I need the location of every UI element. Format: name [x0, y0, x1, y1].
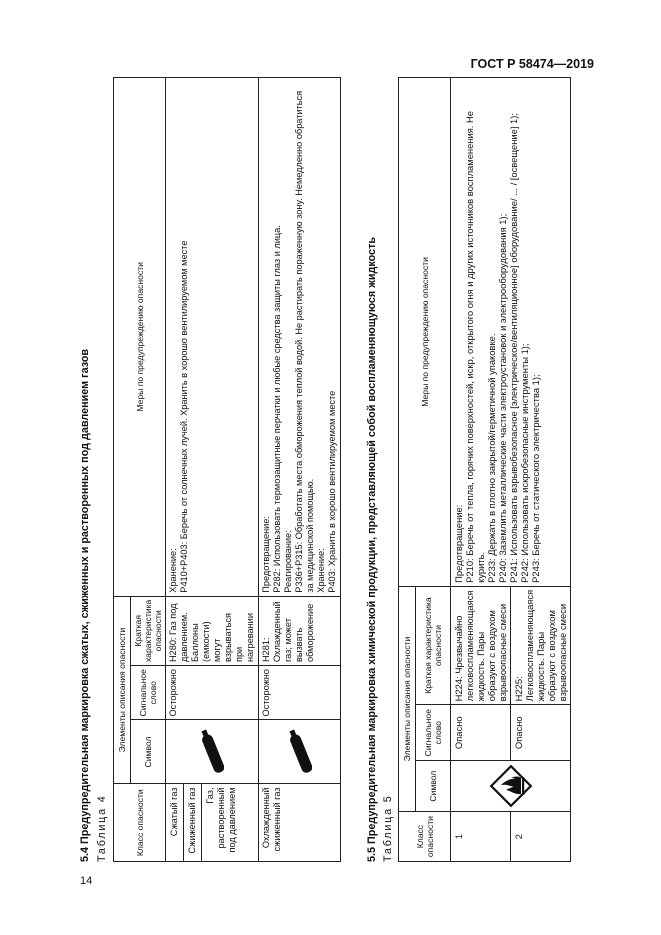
section-5-4-heading: 5.4 Предупредительная маркировка сжатых, сжиженных и растворенных под давлением газов	[79, 348, 91, 862]
table-5	[398, 77, 571, 862]
t5-class-1: 1	[451, 812, 511, 862]
t4-class-dissolved: Газ, растворенный под давлением	[205, 787, 237, 853]
t4-measure-2-4: Хранение:	[316, 548, 326, 593]
t5-measure-5: Р242: Использовать искробезопасные инструменты 1);	[519, 343, 530, 583]
t4-measure-1-0: Хранение:	[168, 548, 178, 593]
t4-measure-2-2: Реагирование:	[283, 530, 293, 593]
t4-measure-1-1: Р410+Р403: Беречь от солнечных лучей. Хранить в хорошо вентилируемом месте	[179, 240, 189, 593]
t4-class-refrigerated: Охлажденный сжиженный газ	[259, 784, 341, 862]
t5-measure-3: Р240: Заземлить металлические части электроустановок и электрооборудования 1);	[497, 213, 508, 583]
t4-measure-2-1: Р282: Использовать термозащитные перчатки и любые средства защиты глаз и лица.	[272, 225, 282, 593]
t5-signal-1: Опасно	[451, 705, 511, 761]
standard-header: ГОСТ Р 58474—2019	[470, 57, 594, 71]
table-row	[451, 78, 511, 862]
t4-signal-2: Осторожно	[259, 666, 341, 720]
t4-measure-2-5: Р403: Хранить в хорошо вентилируемом месте	[327, 390, 337, 593]
t5-header-symbol: Символ	[416, 761, 451, 812]
table-4	[113, 77, 341, 862]
t4-brief-2: H281: Охлажденный газ; может вызвать обморожение	[259, 596, 341, 665]
page-number: 14	[80, 875, 93, 887]
t4-header-measures: Меры по предупреждению опасности	[114, 78, 166, 597]
t4-measure-2-0: Предотвращение:	[261, 516, 271, 593]
section-5-5-heading: 5.5 Предупредительная маркировка химической продукции, представляющей собой воспламеняющуюся жидкость	[366, 237, 378, 862]
t5-class-2: 2	[511, 812, 571, 862]
rotated-content	[78, 74, 588, 864]
t5-header-elements: Элементы описания опасности	[399, 586, 416, 811]
t4-class-liquefied: Сжиженный газ	[184, 784, 202, 861]
t5-measure-6: Р243: Беречь от статического электричества 1);	[530, 374, 541, 583]
t4-header-signal: Сигнальное слово	[131, 666, 166, 720]
t4-brief-1: H280: Газ под давлением. Баллоны (емкости) могут взрываться при нагревании	[166, 596, 259, 665]
t5-signal-2: Опасно	[511, 705, 571, 761]
t4-class-compressed: Сжатый газ	[166, 784, 184, 861]
table-4-caption: Таблица 4	[96, 794, 108, 862]
gas-cylinder-icon	[288, 724, 312, 780]
t4-header-symbol: Символ	[131, 720, 166, 784]
flame-pictogram-icon	[488, 763, 534, 809]
t4-header-elements: Элементы описания опасности	[114, 596, 131, 784]
t5-header-measures: Меры по предупреждению опасности	[399, 78, 451, 587]
t5-header-class: Класс опасности	[399, 812, 451, 862]
t5-header-signal: Сигнальное слово	[416, 705, 451, 761]
t5-measure-4: Р241: Использовать взрывобезопасное [электрическое/вентиляционное] оборудование/ ... / [освещение] 1);	[508, 113, 519, 583]
t4-signal-1: Осторожно	[166, 666, 259, 720]
t5-header-brief: Краткая характеристика опасности	[416, 586, 451, 704]
table-5-caption: Таблица 5	[382, 794, 394, 862]
t5-measure-2: Р233: Держать в плотно закрытой/герметичной упаковке.	[486, 333, 497, 583]
t5-measure-0: Предотвращение:	[453, 504, 464, 583]
t4-measure-2-3: Р336+Р315: Обработать места обморожения теплой водой. Не растирать пораженную зону. Немедленно обратиться за медицинской помощью.	[294, 90, 315, 593]
t4-header-class: Класс опасности	[114, 784, 166, 862]
table-row	[259, 78, 341, 862]
table-row	[166, 78, 259, 862]
t5-brief-2: H225: Легковоспламеняющаяся жидкость. Пары образуют с воздухом взрывоопасные смеси	[511, 586, 571, 704]
t4-header-brief: Краткая характеристика опасности	[131, 596, 166, 665]
t5-brief-1: H224: Чрезвычайно легковоспламеняющаяся жидкость. Пары образуют с воздухом взрывоопасные смеси	[451, 586, 511, 704]
gas-cylinder-icon	[200, 724, 224, 780]
t5-measure-1: Р210: Беречь от тепла, горячих поверхностей, искр, открытого огня и других источников воспламенения. Не курить.	[464, 111, 486, 583]
